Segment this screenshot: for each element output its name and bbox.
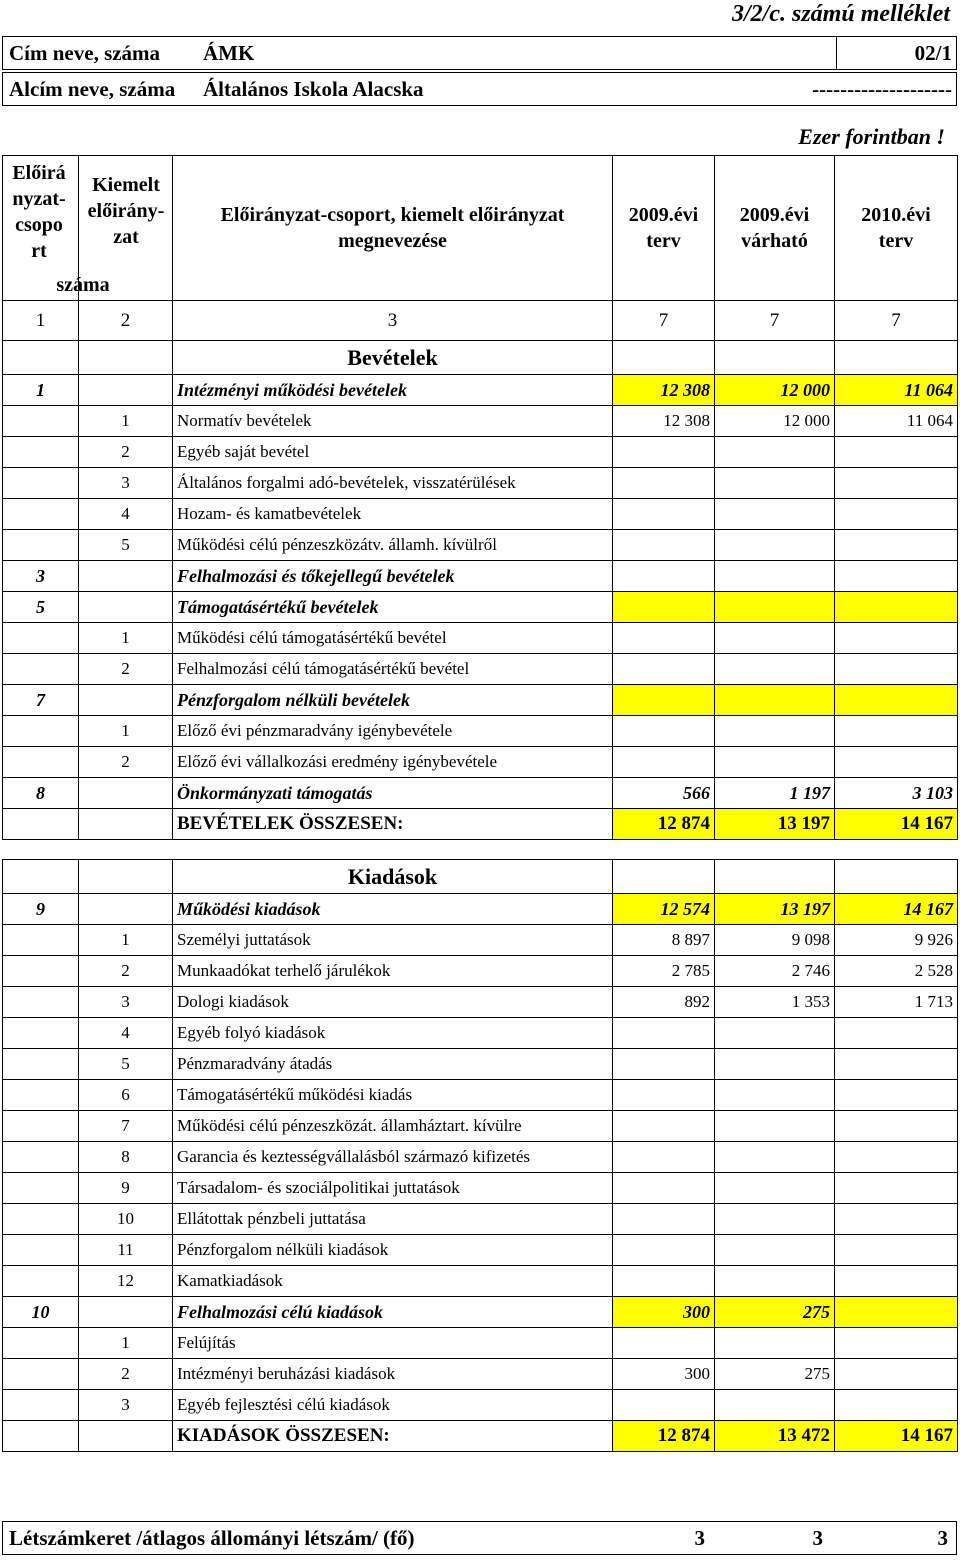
group-number bbox=[3, 1359, 79, 1390]
item-name: Felhalmozási célú támogatásértékű bevétel bbox=[173, 654, 613, 685]
value-2010-plan: 9 926 bbox=[835, 925, 958, 956]
item-name: Kamatkiadások bbox=[173, 1266, 613, 1297]
item-name: Munkaadókat terhelő járulékok bbox=[173, 956, 613, 987]
table-row bbox=[3, 1390, 958, 1421]
value-2010-plan bbox=[835, 1266, 958, 1297]
col-2010-plan-header bbox=[835, 156, 958, 301]
item-name: Támogatásértékű bevételek bbox=[173, 592, 613, 623]
value-2009-plan bbox=[613, 654, 715, 685]
name-header-line: Előirányzat-csoport, kiemelt előirányzat bbox=[220, 204, 565, 226]
item-name: Egyéb fejlesztési célú kiadások bbox=[173, 1390, 613, 1421]
group-header-line: rt bbox=[31, 240, 47, 262]
table-row bbox=[3, 956, 958, 987]
value-2009-expected: 13 472 bbox=[715, 1421, 835, 1452]
group-number bbox=[3, 987, 79, 1018]
value-2010-plan: 14 167 bbox=[835, 894, 958, 925]
item-number: 3 bbox=[79, 468, 173, 499]
value-2009-plan bbox=[613, 1049, 715, 1080]
value-2010-plan bbox=[835, 437, 958, 468]
value-2009-expected: 13 197 bbox=[715, 894, 835, 925]
value-2009-expected: 1 353 bbox=[715, 987, 835, 1018]
expected-2009-header-line: 2009.évi bbox=[739, 204, 810, 226]
group-number bbox=[3, 809, 79, 840]
column-number: 3 bbox=[173, 301, 613, 341]
item-number: 7 bbox=[79, 1111, 173, 1142]
value-2009-expected bbox=[715, 592, 835, 623]
highlighted-header-line: zat bbox=[113, 226, 139, 248]
table-row bbox=[3, 1173, 958, 1204]
item-number: 2 bbox=[79, 654, 173, 685]
column-number: 2 bbox=[79, 301, 173, 341]
table-row bbox=[3, 561, 958, 592]
value-2010-plan: 2 528 bbox=[835, 956, 958, 987]
table-row bbox=[3, 987, 958, 1018]
group-number bbox=[3, 499, 79, 530]
item-number: 1 bbox=[79, 925, 173, 956]
value-2009-expected: 1 197 bbox=[715, 778, 835, 809]
value-2009-plan bbox=[613, 499, 715, 530]
table-row bbox=[3, 1328, 958, 1359]
table-row bbox=[3, 1142, 958, 1173]
value-2009-expected bbox=[715, 1328, 835, 1359]
spacer-row bbox=[3, 840, 958, 860]
group-number bbox=[3, 1421, 79, 1452]
value-2009-expected bbox=[715, 685, 835, 716]
table-row bbox=[3, 406, 958, 437]
value-2009-plan bbox=[613, 685, 715, 716]
item-number: 2 bbox=[79, 1359, 173, 1390]
staff-row bbox=[2, 1521, 957, 1555]
value-2010-plan bbox=[835, 1173, 958, 1204]
col-2009-expected-header bbox=[715, 156, 835, 301]
value-2009-plan bbox=[613, 592, 715, 623]
group-number bbox=[3, 406, 79, 437]
expected-2009-header-line: várható bbox=[741, 230, 808, 252]
value-2009-expected bbox=[715, 654, 835, 685]
name-header-line: megnevezése bbox=[338, 230, 447, 252]
group-number: 1 bbox=[3, 375, 79, 406]
group-number bbox=[3, 1018, 79, 1049]
value-2009-plan bbox=[613, 1080, 715, 1111]
blank-cell bbox=[613, 341, 715, 375]
item-number bbox=[79, 894, 173, 925]
number-label: száma bbox=[56, 274, 110, 296]
spacer-cell bbox=[3, 840, 79, 860]
table-row bbox=[3, 1111, 958, 1142]
item-name: Garancia és keztességvállalásból származó kifizetés bbox=[173, 1142, 613, 1173]
blank-cell bbox=[715, 341, 835, 375]
value-2009-expected: 12 000 bbox=[715, 375, 835, 406]
value-2010-plan bbox=[835, 1390, 958, 1421]
subtitle-code: -------------------- bbox=[812, 77, 952, 101]
group-number: 10 bbox=[3, 1297, 79, 1328]
value-2009-plan bbox=[613, 468, 715, 499]
title-code: 02/1 bbox=[914, 41, 952, 65]
value-2010-plan bbox=[835, 468, 958, 499]
group-header-line: Előirá bbox=[12, 162, 66, 184]
value-2009-expected bbox=[715, 468, 835, 499]
spacer-cell bbox=[613, 840, 715, 860]
item-name: Társadalom- és szociálpolitikai juttatások bbox=[173, 1173, 613, 1204]
item-number bbox=[79, 375, 173, 406]
value-2009-expected bbox=[715, 1390, 835, 1421]
item-name: Pénzmaradvány átadás bbox=[173, 1049, 613, 1080]
value-2009-expected bbox=[715, 1266, 835, 1297]
group-number bbox=[3, 468, 79, 499]
item-name: Működési kiadások bbox=[173, 894, 613, 925]
value-2009-plan bbox=[613, 1111, 715, 1142]
value-2009-plan bbox=[613, 623, 715, 654]
item-number bbox=[79, 561, 173, 592]
item-name: Működési célú támogatásértékű bevétel bbox=[173, 623, 613, 654]
table-row bbox=[3, 778, 958, 809]
spacer-cell bbox=[835, 840, 958, 860]
table-row bbox=[3, 530, 958, 561]
table-row bbox=[3, 809, 958, 840]
item-name: Felújítás bbox=[173, 1328, 613, 1359]
value-2009-expected bbox=[715, 716, 835, 747]
value-2009-plan bbox=[613, 1266, 715, 1297]
item-name: Pénzforgalom nélküli kiadások bbox=[173, 1235, 613, 1266]
value-2009-plan bbox=[613, 716, 715, 747]
spacer-cell bbox=[715, 840, 835, 860]
table-row bbox=[3, 1266, 958, 1297]
subtitle-row bbox=[2, 72, 957, 106]
group-number bbox=[3, 1111, 79, 1142]
item-number: 1 bbox=[79, 716, 173, 747]
value-2009-expected bbox=[715, 499, 835, 530]
blank-cell bbox=[79, 341, 173, 375]
item-number: 5 bbox=[79, 530, 173, 561]
item-number: 9 bbox=[79, 1173, 173, 1204]
value-2009-expected: 2 746 bbox=[715, 956, 835, 987]
value-2009-plan: 12 308 bbox=[613, 406, 715, 437]
item-number: 2 bbox=[79, 437, 173, 468]
value-2010-plan: 14 167 bbox=[835, 809, 958, 840]
value-2010-plan bbox=[835, 1018, 958, 1049]
blank-cell bbox=[835, 860, 958, 894]
highlighted-header-line: Kiemelt bbox=[92, 174, 160, 196]
value-2010-plan bbox=[835, 1142, 958, 1173]
item-number: 1 bbox=[79, 406, 173, 437]
value-2010-plan: 14 167 bbox=[835, 1421, 958, 1452]
blank-cell bbox=[613, 860, 715, 894]
item-name: Működési célú pénzeszközátv. államh. kívülről bbox=[173, 530, 613, 561]
value-2009-plan: 300 bbox=[613, 1297, 715, 1328]
column-number: 7 bbox=[715, 301, 835, 341]
item-name: Dologi kiadások bbox=[173, 987, 613, 1018]
annex-title: 3/2/c. számú melléklet bbox=[732, 1, 950, 27]
item-name: Pénzforgalom nélküli bevételek bbox=[173, 685, 613, 716]
value-2010-plan: 1 713 bbox=[835, 987, 958, 1018]
value-2009-plan bbox=[613, 1142, 715, 1173]
value-2010-plan bbox=[835, 592, 958, 623]
table-row bbox=[3, 1297, 958, 1328]
staff-label: Létszámkeret /átlagos állományi létszám/ (fő) bbox=[9, 1526, 415, 1550]
expense-section-title-row bbox=[3, 860, 958, 894]
item-number bbox=[79, 1297, 173, 1328]
value-2010-plan bbox=[835, 499, 958, 530]
highlighted-header-line: előirány- bbox=[87, 200, 165, 222]
value-2009-expected bbox=[715, 1142, 835, 1173]
group-number bbox=[3, 623, 79, 654]
column-number: 7 bbox=[835, 301, 958, 341]
group-number bbox=[3, 1204, 79, 1235]
value-2009-expected: 275 bbox=[715, 1297, 835, 1328]
item-name: Egyéb saját bevétel bbox=[173, 437, 613, 468]
item-name: Intézményi beruházási kiadások bbox=[173, 1359, 613, 1390]
value-2009-expected: 13 197 bbox=[715, 809, 835, 840]
item-name: KIADÁSOK ÖSSZESEN: bbox=[173, 1421, 613, 1452]
item-number: 2 bbox=[79, 747, 173, 778]
value-2010-plan bbox=[835, 1111, 958, 1142]
item-number: 6 bbox=[79, 1080, 173, 1111]
item-name: Önkormányzati támogatás bbox=[173, 778, 613, 809]
table-row bbox=[3, 1018, 958, 1049]
group-number bbox=[3, 747, 79, 778]
item-number: 10 bbox=[79, 1204, 173, 1235]
table-row bbox=[3, 1359, 958, 1390]
column-number-row bbox=[3, 301, 958, 341]
table-row bbox=[3, 499, 958, 530]
value-2009-plan bbox=[613, 1328, 715, 1359]
value-2009-expected bbox=[715, 1204, 835, 1235]
table-row bbox=[3, 1421, 958, 1452]
group-number bbox=[3, 654, 79, 685]
item-number: 12 bbox=[79, 1266, 173, 1297]
value-2010-plan: 11 064 bbox=[835, 375, 958, 406]
plan-2010-header-line: terv bbox=[878, 230, 914, 252]
item-number: 2 bbox=[79, 956, 173, 987]
group-number: 9 bbox=[3, 894, 79, 925]
group-number bbox=[3, 716, 79, 747]
col-group-header bbox=[3, 156, 110, 301]
value-2009-plan bbox=[613, 530, 715, 561]
value-2009-expected bbox=[715, 1173, 835, 1204]
value-2009-expected bbox=[715, 437, 835, 468]
item-name: Intézményi működési bevételek bbox=[173, 375, 613, 406]
staff-2009-plan: 3 bbox=[694, 1526, 705, 1550]
group-header-line: csopo bbox=[15, 214, 63, 236]
group-number bbox=[3, 1266, 79, 1297]
item-number: 8 bbox=[79, 1142, 173, 1173]
item-number bbox=[79, 685, 173, 716]
item-number: 1 bbox=[79, 1328, 173, 1359]
staff-2009-expected: 3 bbox=[812, 1526, 823, 1550]
plan-2009-header-line: terv bbox=[646, 230, 681, 252]
value-2009-expected bbox=[715, 623, 835, 654]
table-row bbox=[3, 925, 958, 956]
item-number: 4 bbox=[79, 1018, 173, 1049]
item-name: Személyi juttatások bbox=[173, 925, 613, 956]
table-row bbox=[3, 685, 958, 716]
value-2009-plan bbox=[613, 747, 715, 778]
subtitle-label: Alcím neve, száma bbox=[9, 77, 176, 101]
spacer-cell bbox=[173, 840, 613, 860]
value-2009-plan bbox=[613, 1204, 715, 1235]
value-2010-plan bbox=[835, 561, 958, 592]
item-number bbox=[79, 778, 173, 809]
value-2010-plan bbox=[835, 1328, 958, 1359]
value-2010-plan: 11 064 bbox=[835, 406, 958, 437]
value-2009-plan: 12 874 bbox=[613, 809, 715, 840]
value-2009-expected bbox=[715, 747, 835, 778]
item-name: Egyéb folyó kiadások bbox=[173, 1018, 613, 1049]
subtitle-value: Általános Iskola Alacska bbox=[203, 77, 424, 101]
value-2010-plan bbox=[835, 716, 958, 747]
table-row bbox=[3, 437, 958, 468]
table-row bbox=[3, 1204, 958, 1235]
blank-cell bbox=[3, 341, 79, 375]
item-name: Ellátottak pénzbeli juttatása bbox=[173, 1204, 613, 1235]
item-name: Felhalmozási és tőkejellegű bevételek bbox=[173, 561, 613, 592]
table-row bbox=[3, 654, 958, 685]
value-2010-plan bbox=[835, 747, 958, 778]
value-2009-expected bbox=[715, 1080, 835, 1111]
table-row bbox=[3, 716, 958, 747]
table-row bbox=[3, 592, 958, 623]
plan-2010-header-line: 2010.évi bbox=[861, 204, 931, 226]
value-2009-plan bbox=[613, 1390, 715, 1421]
value-2009-plan: 2 785 bbox=[613, 956, 715, 987]
title-label: Cím neve, száma bbox=[9, 41, 161, 65]
value-2009-plan: 892 bbox=[613, 987, 715, 1018]
plan-2009-header-line: 2009.évi bbox=[628, 204, 699, 226]
item-number: 11 bbox=[79, 1235, 173, 1266]
value-2009-plan: 566 bbox=[613, 778, 715, 809]
value-2009-plan: 12 874 bbox=[613, 1421, 715, 1452]
group-number bbox=[3, 530, 79, 561]
value-2009-expected bbox=[715, 1018, 835, 1049]
value-2009-plan bbox=[613, 1018, 715, 1049]
value-2009-expected: 9 098 bbox=[715, 925, 835, 956]
title-value: ÁMK bbox=[203, 41, 255, 65]
value-2009-plan bbox=[613, 561, 715, 592]
value-2010-plan bbox=[835, 623, 958, 654]
group-number: 8 bbox=[3, 778, 79, 809]
value-2009-expected bbox=[715, 1235, 835, 1266]
blank-cell bbox=[79, 860, 173, 894]
group-number bbox=[3, 437, 79, 468]
item-number: 5 bbox=[79, 1049, 173, 1080]
item-name: Előző évi vállalkozási eredmény igénybevétele bbox=[173, 747, 613, 778]
column-number: 7 bbox=[613, 301, 715, 341]
col-name-header bbox=[173, 156, 613, 301]
budget-table bbox=[2, 155, 958, 1452]
value-2010-plan bbox=[835, 1297, 958, 1328]
item-name: Hozam- és kamatbevételek bbox=[173, 499, 613, 530]
value-2009-plan bbox=[613, 1235, 715, 1266]
item-number bbox=[79, 1421, 173, 1452]
item-name: BEVÉTELEK ÖSSZESEN: bbox=[173, 809, 613, 840]
value-2009-plan bbox=[613, 437, 715, 468]
value-2010-plan bbox=[835, 1080, 958, 1111]
value-2009-plan: 12 308 bbox=[613, 375, 715, 406]
spacer-cell bbox=[79, 840, 173, 860]
column-header-row bbox=[3, 156, 958, 301]
group-number: 7 bbox=[3, 685, 79, 716]
staff-2010-plan: 3 bbox=[937, 1526, 948, 1550]
item-number: 3 bbox=[79, 987, 173, 1018]
value-2009-expected bbox=[715, 1049, 835, 1080]
group-number bbox=[3, 1142, 79, 1173]
value-2009-plan: 8 897 bbox=[613, 925, 715, 956]
item-name: Előző évi pénzmaradvány igénybevétele bbox=[173, 716, 613, 747]
group-number bbox=[3, 1390, 79, 1421]
value-2010-plan bbox=[835, 1204, 958, 1235]
group-number bbox=[3, 956, 79, 987]
blank-cell bbox=[715, 860, 835, 894]
expense-section-title: Kiadások bbox=[173, 860, 613, 894]
value-2009-plan: 300 bbox=[613, 1359, 715, 1390]
group-number bbox=[3, 925, 79, 956]
value-2010-plan bbox=[835, 1049, 958, 1080]
group-number bbox=[3, 1235, 79, 1266]
item-number: 3 bbox=[79, 1390, 173, 1421]
table-row bbox=[3, 1049, 958, 1080]
table-row bbox=[3, 747, 958, 778]
item-name: Működési célú pénzeszközát. államháztart. kívülre bbox=[173, 1111, 613, 1142]
table-row bbox=[3, 1080, 958, 1111]
value-2010-plan bbox=[835, 654, 958, 685]
value-2010-plan bbox=[835, 530, 958, 561]
value-2010-plan bbox=[835, 1359, 958, 1390]
value-2009-plan bbox=[613, 1173, 715, 1204]
blank-cell bbox=[835, 341, 958, 375]
group-number bbox=[3, 1080, 79, 1111]
blank-cell bbox=[3, 860, 79, 894]
item-name: Általános forgalmi adó-bevételek, visszatérülések bbox=[173, 468, 613, 499]
table-row bbox=[3, 894, 958, 925]
col-highlighted-header bbox=[79, 156, 173, 301]
table-row bbox=[3, 468, 958, 499]
table-row bbox=[3, 623, 958, 654]
col-2009-plan-header bbox=[613, 156, 715, 301]
group-header-line: nyzat- bbox=[12, 188, 66, 210]
income-section-title: Bevételek bbox=[173, 341, 613, 375]
value-2009-expected bbox=[715, 561, 835, 592]
item-name: Felhalmozási célú kiadások bbox=[173, 1297, 613, 1328]
table-row bbox=[3, 1235, 958, 1266]
group-number bbox=[3, 1049, 79, 1080]
column-number: 1 bbox=[3, 301, 79, 341]
item-name: Normatív bevételek bbox=[173, 406, 613, 437]
unit-note: Ezer forintban ! bbox=[798, 124, 945, 149]
value-2010-plan bbox=[835, 1235, 958, 1266]
value-2009-expected: 275 bbox=[715, 1359, 835, 1390]
group-number bbox=[3, 1328, 79, 1359]
group-number: 5 bbox=[3, 592, 79, 623]
table-row bbox=[3, 375, 958, 406]
value-2010-plan bbox=[835, 685, 958, 716]
income-section-title-row bbox=[3, 341, 958, 375]
group-number bbox=[3, 1173, 79, 1204]
title-row bbox=[2, 36, 957, 70]
value-2009-expected: 12 000 bbox=[715, 406, 835, 437]
group-number: 3 bbox=[3, 561, 79, 592]
item-number bbox=[79, 592, 173, 623]
item-number: 4 bbox=[79, 499, 173, 530]
item-name: Támogatásértékű működési kiadás bbox=[173, 1080, 613, 1111]
value-2009-expected bbox=[715, 530, 835, 561]
item-number bbox=[79, 809, 173, 840]
value-2009-plan: 12 574 bbox=[613, 894, 715, 925]
value-2009-expected bbox=[715, 1111, 835, 1142]
value-2010-plan: 3 103 bbox=[835, 778, 958, 809]
item-number: 1 bbox=[79, 623, 173, 654]
header-box bbox=[2, 36, 957, 108]
